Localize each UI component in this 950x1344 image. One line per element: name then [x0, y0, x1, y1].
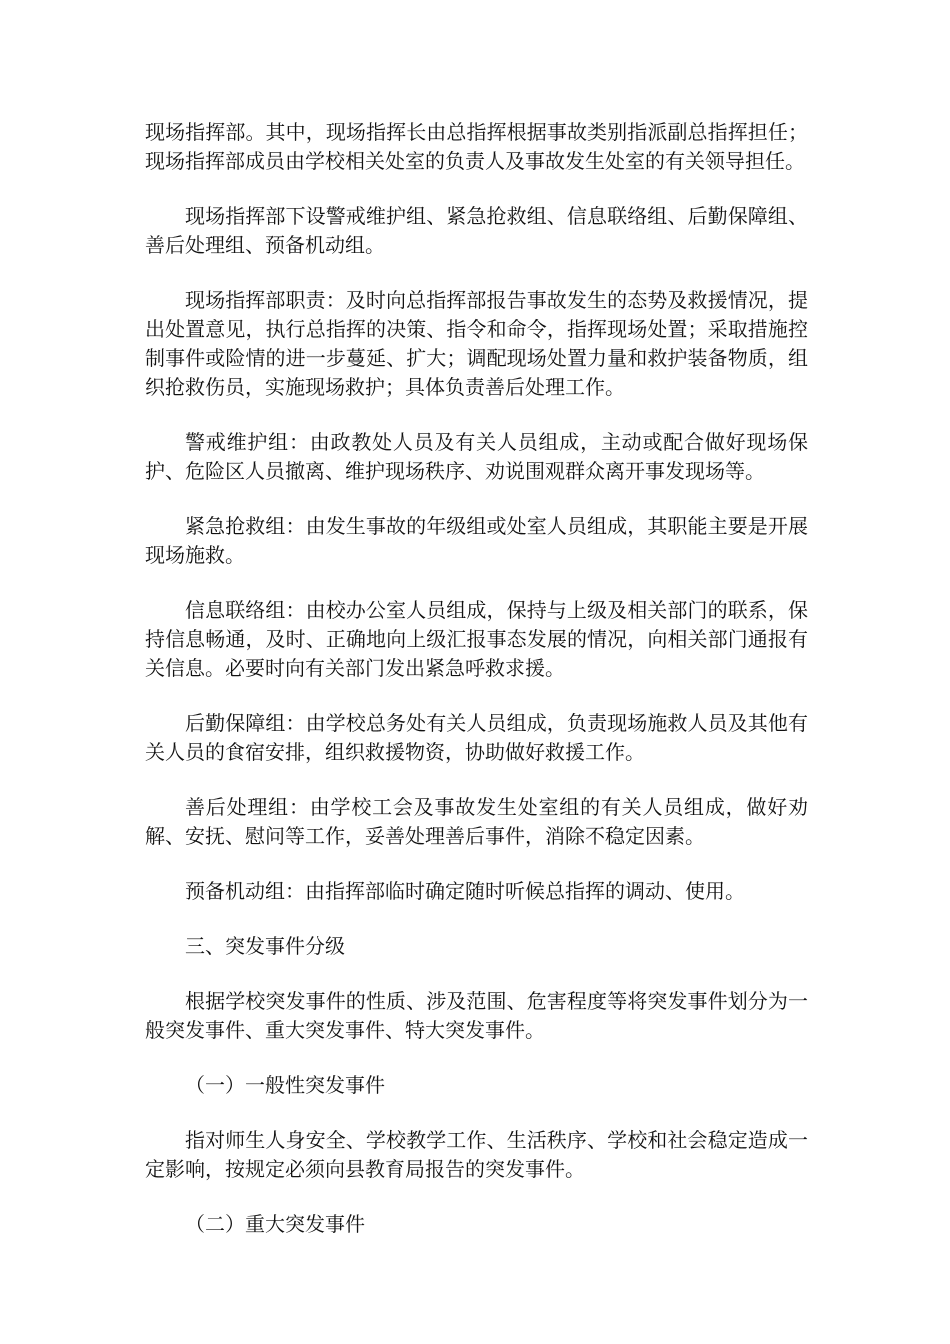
paragraph-reserve-group: 预备机动组：由指挥部临时确定随时听候总指挥的调动、使用。	[185, 879, 745, 903]
paragraph-field-command: 现场指挥部。其中，现场指挥长由总指挥根据事故类别指派副总指挥担任；现场指挥部成员由学校相关处室的负责人及事故发生处室的有关领导担任。	[145, 120, 808, 173]
paragraph-liaison-group: 信息联络组：由校办公室人员组成，保持与上级及相关部门的联系，保持信息畅通，及时、正确地向上级汇报事态发展的情况，向相关部门通报有关信息。必要时向有关部门发出紧急呼救求援。	[145, 598, 808, 680]
paragraph-general-event: 指对师生人身安全、学校教学工作、生活秩序、学校和社会稳定造成一定影响，按规定必须向县教育局报告的突发事件。	[145, 1128, 808, 1181]
paragraph-command-duties: 现场指挥部职责：及时向总指挥部报告事故发生的态势及救援情况，提出处置意见，执行总指挥的决策、指令和命令，指挥现场处置；采取措施控制事件或险情的进一步蔓延、扩大；调配现场处置力量和救护装备物质，组织抢救伤员，实施现场救护；具体负责善后处理工作。	[145, 288, 808, 399]
section-heading-classification: 三、突发事件分级	[185, 934, 345, 958]
document-body	[145, 118, 808, 1265]
paragraph-rescue-group: 紧急抢救组：由发生事故的年级组或处室人员组成，其职能主要是开展现场施救。	[145, 514, 808, 567]
subheading-general-event: （一）一般性突发事件	[185, 1073, 385, 1097]
paragraph-logistics-group: 后勤保障组：由学校总务处有关人员组成，负责现场施救人员及其他有关人员的食宿安排，组织救援物资，协助做好救援工作。	[145, 711, 808, 764]
paragraph-classification: 根据学校突发事件的性质、涉及范围、危害程度等将突发事件划分为一般突发事件、重大突发事件、特大突发事件。	[145, 989, 808, 1042]
paragraph-aftermath-group: 善后处理组：由学校工会及事故发生处室组的有关人员组成，做好劝解、安抚、慰问等工作，妥善处理善后事件，消除不稳定因素。	[145, 795, 808, 848]
subheading-major-event: （二）重大突发事件	[185, 1212, 365, 1236]
paragraph-command-groups: 现场指挥部下设警戒维护组、紧急抢救组、信息联络组、后勤保障组、善后处理组、预备机动组。	[145, 204, 808, 257]
paragraph-security-group: 警戒维护组：由政教处人员及有关人员组成，主动或配合做好现场保护、危险区人员撤离、维护现场秩序、劝说围观群众离开事发现场等。	[145, 430, 808, 483]
